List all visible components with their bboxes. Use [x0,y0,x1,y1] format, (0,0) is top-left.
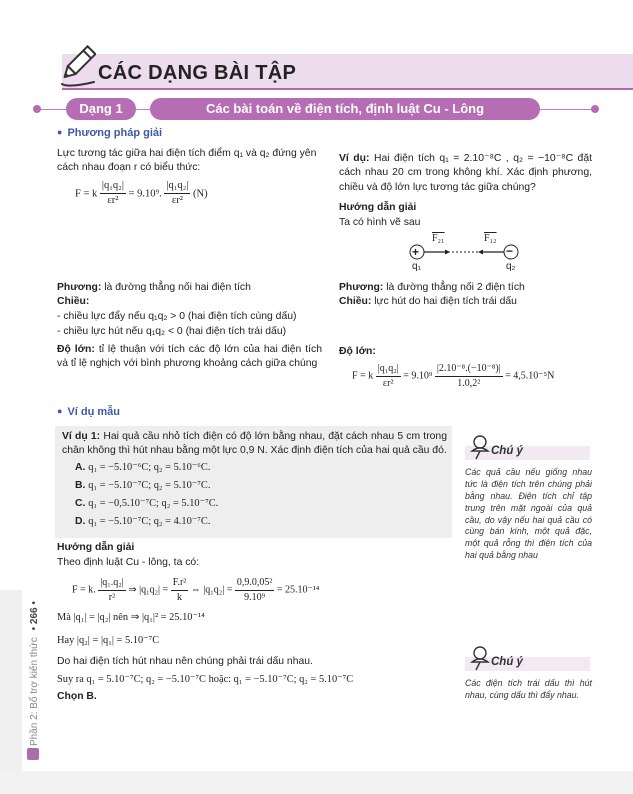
vidu-formula: F = k $\frac{\text{|q₁q₂|}}{\text{εr²}}$ = 9.10⁹ $\frac{\text{|2.10⁻⁸.(−10⁻⁸)|}}{\text{1.0,2²}}$ = 4,5.10⁻⁵N [352,363,555,389]
label-f21: F₂₁ [432,233,445,244]
example1-options [75,461,375,533]
example1-formula: F = k. $\frac{\text{|q₁.q₂|}}{\text{r²}}$ ⇒ |q₁q₂| = $\frac{\text{F.r²}}{k}$ ⇔ |q₁q₂| = $\frac{\text{0,9.0,05²}}{\text{9.10⁹}}$ = 25.10⁻¹⁴ [72,577,320,603]
vidu-question: Ví dụ: Hai điện tích q₁ = 2.10⁻⁸C , q₂ = −10⁻⁸C đặt cách nhau 20 cm trong không khí. Xác định phương, chiều và độ lớn lực tương tác giữa chúng? [339,153,593,193]
example1-line-do: Do hai điện tích hút nhau nên chúng phải trái dấu nhau. [57,656,313,667]
dang-title: Các bài toán về điện tích, định luật Cu - Lông [150,98,540,120]
section-example: ● Ví dụ mẫu [57,405,120,420]
method-chieu-1: - chiều lực đẩy nếu q₁q₂ > 0 (hai điện tích cùng dấu) [57,311,297,322]
option-a: A. q₁ = −5.10⁻⁶C; q₂ = 5.10⁻⁶C. [75,462,211,473]
example1-line1: Theo định luật Cu - lông, ta có: [57,557,200,568]
example1-line-hay: Hay |q₂| = |q₁| = 5.10⁻⁷C [57,635,160,646]
dang-label: Dạng 1 [66,98,136,120]
force-diagram [400,232,530,278]
option-c: C. q₁ = −0,5.10⁻⁷C; q₂ = 5.10⁻⁷C. [75,498,219,509]
note-1-title: Chú ý [491,445,523,457]
footer-part: Phần 2: Bổ trợ kiến thức • 266 • [29,601,40,746]
method-formula: F = k $\frac{\text{|q₁q₂|}}{\text{εr²}}$ = 9.10⁹. $\frac{\text{|q₁q₂|}}{\text{εr²}}$ (N) [75,180,208,207]
option-d: D. q₁ = −5.10⁻⁷C; q₂ = 4.10⁻⁷C. [75,516,211,527]
side-strip [0,590,22,794]
example1-line-ma: Mà |q₁| = |q₂| nên ⇒ |q₁|² = 25.10⁻¹⁴ [57,612,205,623]
dang-dot-left [33,105,41,113]
section-method: ● Phương pháp giải [57,126,162,141]
method-chieu-2: - chiều lực hút nếu q₁q₂ < 0 (hai điện tích trái dấu) [57,326,287,337]
label-q2: q₂ [506,261,516,272]
method-intro: Lực tương tác giữa hai điện tích điểm q₁ và q₂ đứng yên cách nhau đoạn r có biểu thức: [57,148,317,174]
example1-question: Ví dụ 1: Hai quả cầu nhỏ tích điện có độ lớn bằng nhau, đặt cách nhau 5 cm trong chân không thì hút nhau bằng một lực 0,9 N. Xác định điện tích của hai quả cầu đó. [62,431,447,457]
label-f12: F₁₂ [484,233,497,244]
option-b: B. q₁ = −5.10⁻⁷C; q₂ = 5.10⁻⁷C. [75,480,211,491]
example1-line-suy: Suy ra q₁ = 5.10⁻⁷C; q₂ = −5.10⁻⁷C hoặc: q₁ = −5.10⁻⁷C; q₂ = 5.10⁻⁷C [57,674,354,685]
page-title: CÁC DẠNG BÀI TẬP [98,62,297,84]
pin-icon [468,432,492,460]
note-2-title: Chú ý [491,656,523,668]
example1-answer: Chọn B. [57,691,97,702]
plus-sign: + [412,245,420,259]
header-underline [62,88,633,90]
page-marker [27,748,39,760]
label-q1: q₁ [412,261,421,272]
pin-icon [468,643,492,671]
vidu-phuong: Phương: là đường thẳng nối 2 điện tích [339,282,525,293]
vidu-chieu: Chiều: lực hút do hai điện tích trái dấu [339,296,517,307]
note-1-text: Các quả cầu nếu giống nhau tức là điện tích trên chúng phải bằng nhau. Điện tích chỉ tập trung trên mặt ngoài của quả cầu, do vậy nếu hai quả cầu có cùng bán kính, một quả đặc, một quả rỗng thì điện tích của hai quả bằng nhau [465,467,592,561]
method-chieu-label: Chiều: [57,296,90,307]
dang-dot-right [591,105,599,113]
example1-hdg: Hướng dẫn giải [57,542,135,553]
bottom-band [0,771,633,794]
method-dolon: Độ lớn: tỉ lệ thuận với tích các độ lớn của hai điện tích và tỉ lệ nghịch với bình phương khoảng cách giữa chúng [57,344,323,370]
method-phuong: Phương: là đường thẳng nối hai điện tích [57,282,251,293]
minus-sign: − [506,244,514,258]
note-2-text: Các điện tích trái dấu thì hút nhau, cùng dấu thì đẩy nhau. [465,678,592,700]
vidu-draw-text: Ta có hình vẽ sau [339,217,421,228]
vidu-dolon-label: Độ lớn: [339,346,376,357]
vidu-hdg: Hướng dẫn giải [339,202,417,213]
pencil-icon [58,42,96,88]
